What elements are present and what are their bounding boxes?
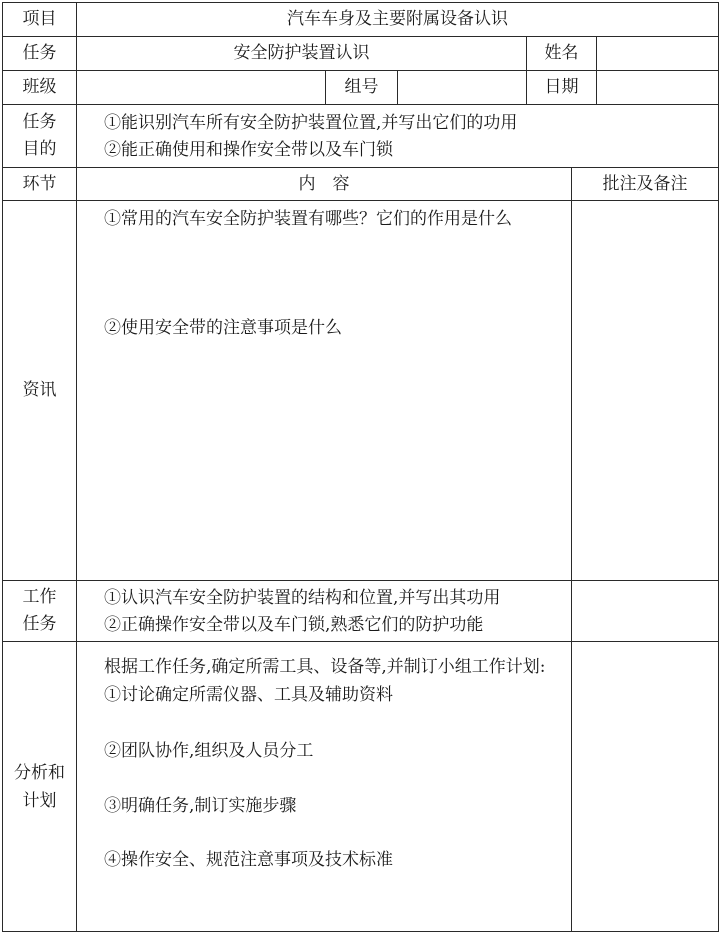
objective-item: ①能识别汽车所有安全防护装置位置,并写出它们的功用 <box>104 113 518 133</box>
class-label: 班级 <box>22 77 57 97</box>
project-label-cell <box>3 3 77 37</box>
date-label-cell <box>527 71 597 105</box>
section-label-line: 工作 <box>22 587 57 607</box>
remarks-header <box>572 168 719 201</box>
analysis-plan-label-cell <box>3 642 77 932</box>
task-name-cell <box>77 37 527 71</box>
section-line: ①常用的汽车安全防护装置有哪些？它们的作用是什么 <box>104 209 512 229</box>
group-label-cell <box>326 71 398 105</box>
section-line: ③明确任务,制订实施步骤 <box>104 796 297 816</box>
work-task-content <box>77 581 572 642</box>
group-field <box>398 71 527 105</box>
information-content <box>77 201 572 581</box>
name-field <box>597 37 719 71</box>
objective-label-line: 目的 <box>22 139 57 159</box>
content-header-label: 内 容 <box>298 173 350 194</box>
class-label-cell <box>3 71 77 105</box>
stage-header <box>3 168 77 201</box>
analysis-plan-remarks <box>572 642 719 932</box>
task-name: 安全防护装置认识 <box>233 43 370 63</box>
analysis-plan-content <box>77 642 572 932</box>
task-label: 任务 <box>22 43 57 63</box>
class-field <box>77 71 326 105</box>
information-remarks <box>572 201 719 581</box>
information-label-cell <box>3 201 77 581</box>
task-label-cell <box>3 37 77 71</box>
name-label: 姓名 <box>544 43 579 63</box>
section-label-line: 计划 <box>22 790 57 811</box>
section-line: ②团队协作,组织及人员分工 <box>104 741 314 761</box>
section-line: 根据工作任务,确定所需工具、设备等,并制订小组工作计划: <box>104 657 546 677</box>
stage-header-label: 环节 <box>22 173 57 194</box>
project-title-cell <box>77 3 719 37</box>
content-header <box>77 168 572 201</box>
project-title: 汽车车身及主要附属设备认识 <box>287 9 508 29</box>
remarks-header-label: 批注及备注 <box>602 173 688 194</box>
section-line: ①认识汽车安全防护装置的结构和位置,并写出其功用 <box>104 588 501 608</box>
section-line: ①讨论确定所需仪器、工具及辅助资料 <box>104 685 393 705</box>
group-label: 组号 <box>344 77 379 97</box>
section-label-line: 任务 <box>22 614 57 634</box>
date-field <box>597 71 719 105</box>
section-label-line: 分析和 <box>14 762 65 783</box>
project-label: 项目 <box>22 9 57 29</box>
objective-content <box>77 105 719 168</box>
objective-label-line: 任务 <box>22 112 57 132</box>
name-label-cell <box>527 37 597 71</box>
section-label: 资讯 <box>22 380 57 400</box>
work-task-label-cell <box>3 581 77 642</box>
section-line: ④操作安全、规范注意事项及技术标准 <box>104 850 393 870</box>
work-task-remarks <box>572 581 719 642</box>
objective-item: ②能正确使用和操作安全带以及车门锁 <box>104 140 393 160</box>
section-line: ②正确操作安全带以及车门锁,熟悉它们的防护功能 <box>104 615 484 635</box>
worksheet-table <box>2 2 719 932</box>
date-label: 日期 <box>544 77 579 97</box>
objective-label-cell <box>3 105 77 168</box>
section-line: ②使用安全带的注意事项是什么 <box>104 318 342 338</box>
